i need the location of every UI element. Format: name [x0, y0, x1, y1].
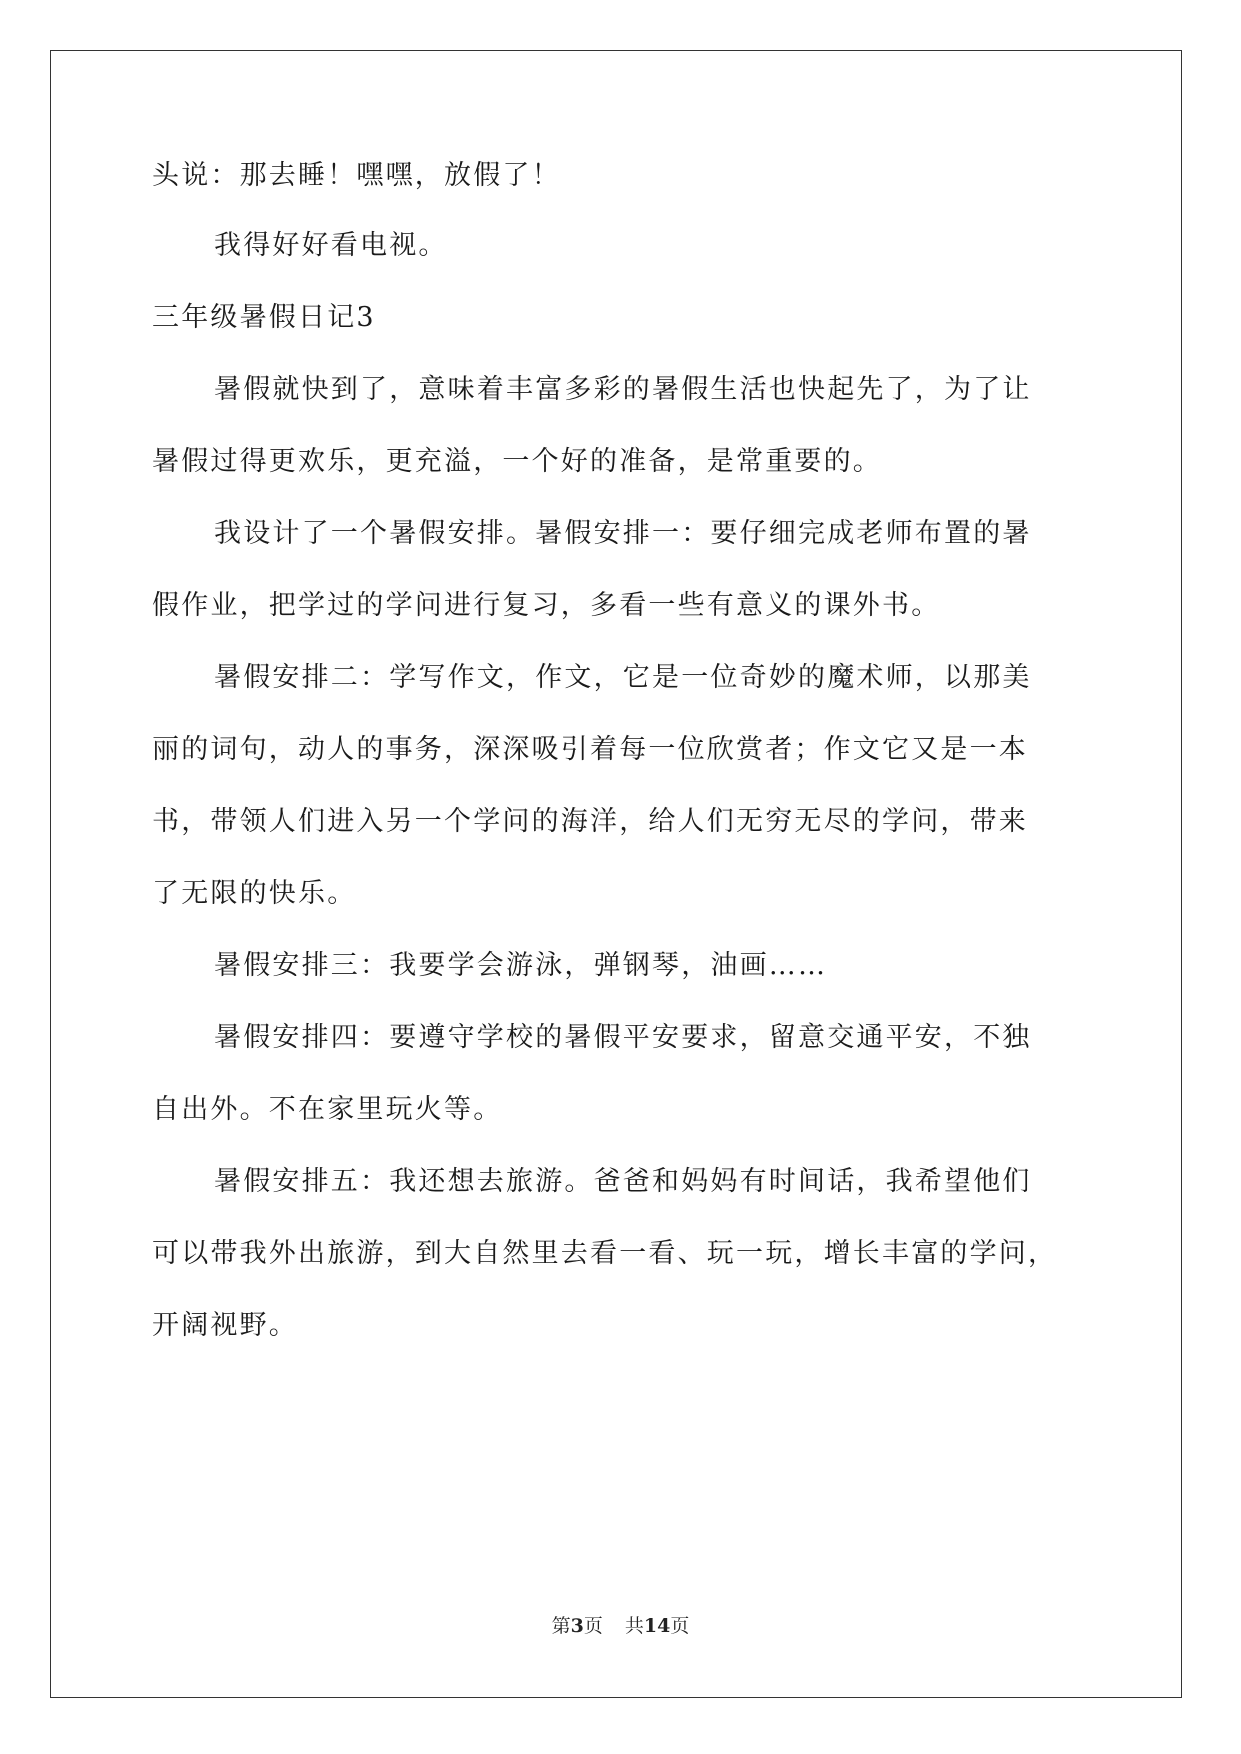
text-line-9: 丽的词句，动人的事务，深深吸引着每一位欣赏者；作文它又是一本	[152, 734, 1028, 765]
text-line-10: 书，带领人们进入另一个学问的海洋，给人们无穷无尽的学问，带来	[152, 806, 1028, 837]
text-line-17: 开阔视野。	[152, 1310, 298, 1341]
total-prefix: 共	[624, 1615, 644, 1637]
text-line-5: 暑假过得更欢乐，更充溢，一个好的准备，是常重要的。	[152, 446, 882, 477]
page-prefix: 第	[551, 1615, 571, 1637]
page-suffix: 页	[583, 1615, 603, 1637]
page-footer	[0, 1614, 1241, 1638]
text-line-7: 假作业，把学过的学问进行复习，多看一些有意义的课外书。	[152, 590, 941, 621]
text-line-4: 暑假就快到了，意味着丰富多彩的暑假生活也快起先了，为了让	[214, 374, 1032, 405]
total-suffix: 页	[670, 1615, 690, 1637]
text-line-6: 我设计了一个暑假安排。暑假安排一：要仔细完成老师布置的暑	[214, 518, 1032, 549]
text-line-8: 暑假安排二：学写作文，作文，它是一位奇妙的魔术师，以那美	[214, 662, 1032, 693]
text-line-12: 暑假安排三：我要学会游泳，弹钢琴，油画……	[214, 950, 828, 981]
text-line-16: 可以带我外出旅游，到大自然里去看一看、玩一玩，增长丰富的学问，	[152, 1238, 1058, 1269]
text-line-15: 暑假安排五：我还想去旅游。爸爸和妈妈有时间话，我希望他们	[214, 1166, 1032, 1197]
section-heading: 三年级暑假日记3	[152, 302, 376, 333]
text-line-13: 暑假安排四：要遵守学校的暑假平安要求，留意交通平安，不独	[214, 1022, 1032, 1053]
text-line-2: 我得好好看电视。	[214, 230, 448, 261]
page-border	[50, 50, 1182, 1698]
text-line-1: 头说：那去睡！嘿嘿，放假了！	[152, 160, 561, 191]
page-number: 3	[570, 1615, 584, 1637]
total-pages: 14	[643, 1615, 671, 1637]
text-line-14: 自出外。不在家里玩火等。	[152, 1094, 503, 1125]
text-line-11: 了无限的快乐。	[152, 878, 357, 909]
